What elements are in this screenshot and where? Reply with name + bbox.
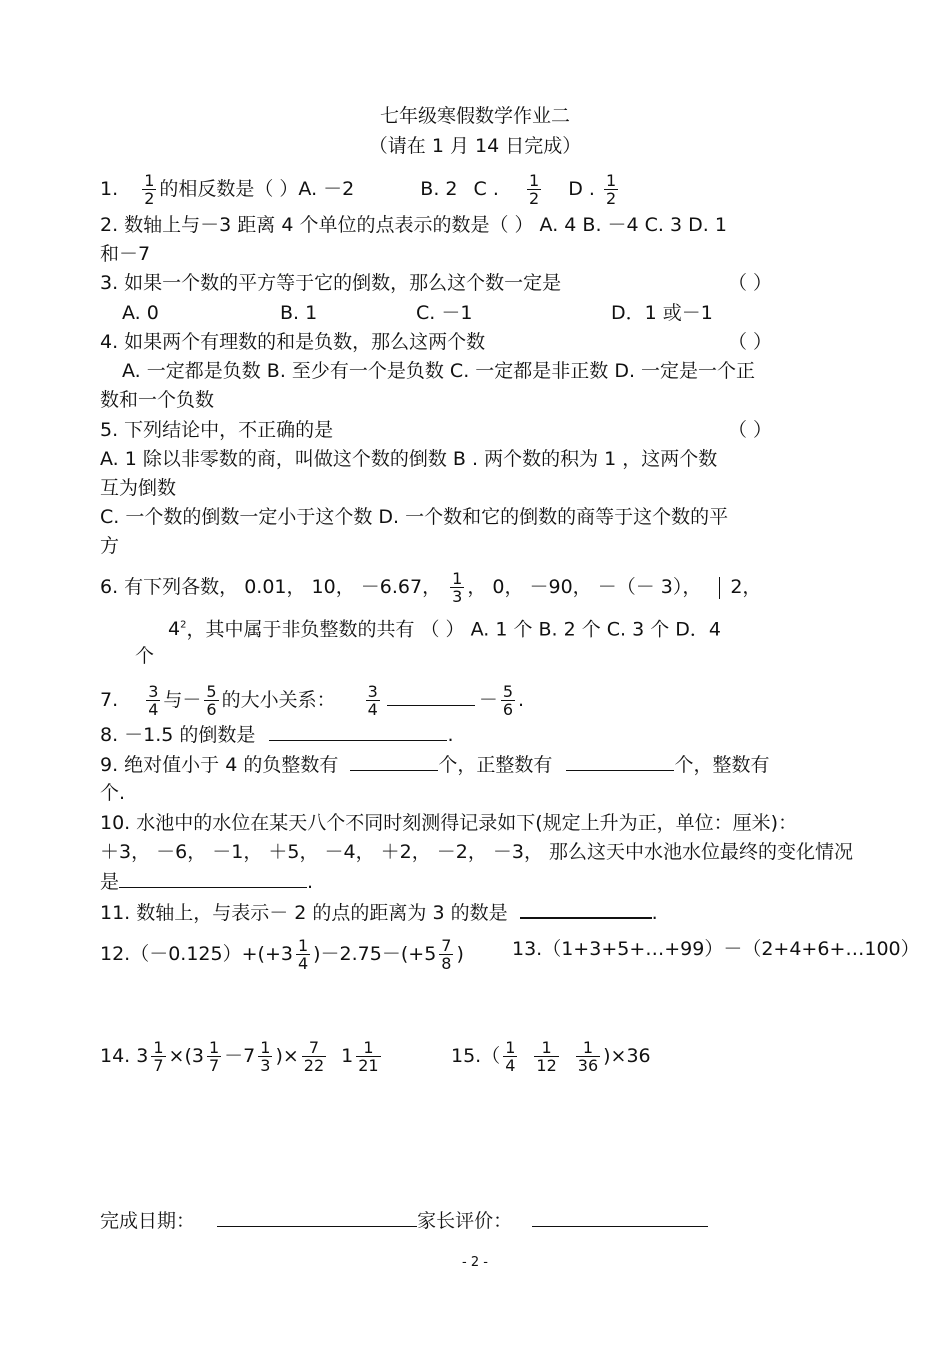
q14-part-5: 1 [341, 1045, 354, 1067]
q6-numbers: ， 0， －90， －（－ 3）， [467, 576, 702, 598]
q14-part-4: )× [275, 1045, 299, 1067]
q1-fraction: $\frac{1}{2}$ [144, 171, 155, 208]
q6-power: $4^2$ [168, 618, 187, 641]
q1-option-d-fraction: $\frac{1}{2}$ [605, 171, 617, 208]
q7-fraction-b: $\frac{5}{6}$ [206, 682, 217, 719]
q11-end: . [651, 902, 658, 924]
q7-mid: 与－ [163, 689, 202, 711]
q4-answer-paren: （ ） [728, 331, 773, 353]
q12-part-1: 12.（－0.125）+(+3 [100, 943, 293, 965]
q14-fraction-b: $\frac{1}{7}$ [208, 1038, 220, 1075]
q14-fraction-c: $\frac{1}{3}$ [260, 1038, 271, 1075]
question-10-cont [100, 869, 313, 894]
footer-line [100, 1208, 708, 1233]
q10-stem-end: 是 [100, 871, 120, 893]
question-6-cont [168, 614, 721, 641]
q1-number: 1. [100, 178, 119, 200]
q9-stem3: 个，整数有 [674, 754, 770, 776]
q3-answer-paren: （ ） [728, 272, 773, 294]
q12-part-3: ) [456, 943, 464, 965]
q11-stem: 11. 数轴上，与表示－ 2 的点的距离为 3 的数是 [100, 902, 508, 924]
q6-fraction: $\frac{1}{3}$ [452, 569, 463, 606]
q8-end: . [447, 724, 454, 746]
q14-fraction-d: $\frac{7}{22}$ [303, 1038, 325, 1075]
question-9-cont: 个. [100, 782, 126, 804]
question-9 [100, 752, 769, 777]
q6-stem: 6. 有下列各数， 0.01， 10， －6.67， [100, 576, 442, 598]
q7-answer-blank[interactable] [387, 687, 475, 706]
page-number: - 2 - [462, 1255, 488, 1270]
q15-fraction-b: $\frac{1}{12}$ [536, 1038, 557, 1075]
question-7 [100, 683, 524, 718]
completion-date-field[interactable] [217, 1208, 417, 1227]
q5-options-cd-cont: 方 [100, 535, 120, 557]
q14-fraction-e: $\frac{1}{21}$ [358, 1038, 379, 1075]
q1-stem: 的相反数是（ ）A. －2 [159, 178, 355, 200]
q15-part-1: 15.（ [451, 1045, 501, 1067]
question-11 [100, 899, 658, 925]
q7-fraction-a: $\frac{3}{4}$ [148, 682, 159, 719]
q7-minus: － [478, 689, 498, 711]
q7-end: . [518, 689, 525, 711]
q3-option-c: C. －1 [416, 302, 473, 324]
page-title: 七年级寒假数学作业二 [379, 105, 570, 127]
q10-end: . [307, 871, 314, 893]
question-6-cont2: 个 [135, 645, 155, 667]
q12-part-2: )－2.75－(+5 [313, 943, 437, 965]
q5-options-cd: C. 一个数的倒数一定小于这个数 D. 一个数和它的倒数的商等于这个数的平 [100, 506, 729, 528]
question-5: 5. 下列结论中，不正确的是 [100, 419, 334, 441]
question-3: 3. 如果一个数的平方等于它的倒数，那么这个数一定是 [100, 272, 562, 294]
q1-option-c-fraction: $\frac{1}{2}$ [528, 171, 540, 208]
q7-stem: 的大小关系： [221, 689, 336, 711]
completion-date-label: 完成日期： [100, 1210, 196, 1232]
q8-answer-blank[interactable] [269, 722, 447, 741]
question-1 [100, 172, 621, 207]
q3-option-b: B. 1 [280, 302, 318, 324]
q9-positive-blank[interactable] [566, 752, 674, 771]
q1-option-b: B. 2 [420, 178, 458, 200]
question-6 [100, 570, 761, 605]
parent-evaluation-field[interactable] [532, 1208, 708, 1227]
q9-stem: 9. 绝对值小于 4 的负整数有 [100, 754, 339, 776]
q4-options: A. 一定都是负数 B. 至少有一个是负数 C. 一定都是非正数 D. 一定是一个正 [122, 360, 756, 382]
q9-stem2: 个，正整数有 [438, 754, 553, 776]
q15-fraction-a: $\frac{1}{4}$ [505, 1038, 516, 1075]
question-8 [100, 722, 454, 747]
q7-fraction-c: $\frac{3}{4}$ [367, 682, 378, 719]
q4-options-cont: 数和一个负数 [100, 389, 215, 411]
question-2-cont: 和－7 [100, 243, 151, 265]
q15-part-2: )×36 [603, 1045, 651, 1067]
q6-comma: ， [742, 576, 762, 598]
q3-option-a: A. 0 [122, 302, 159, 324]
q15-fraction-c: $\frac{1}{36}$ [577, 1038, 599, 1075]
question-15 [451, 1039, 651, 1074]
q8-stem: 8. －1.5 的倒数是 [100, 724, 256, 746]
q3-option-d: D．1 或－1 [611, 302, 713, 324]
parent-evaluation-label: 家长评价： [417, 1210, 513, 1232]
q14-part-3: －7 [224, 1045, 256, 1067]
question-2: 2. 数轴上与－3 距离 4 个单位的点表示的数是（ ） A. 4 B. －4 C. 3 D. 1 [100, 214, 727, 236]
q5-options-ab: A. 1 除以非零数的商，叫做这个数的倒数 B . 两个数的积为 1 ，这两个数 [100, 448, 718, 470]
question-14 [100, 1039, 384, 1074]
q5-answer-paren: （ ） [728, 419, 773, 441]
q14-part-1: 14. 3 [100, 1045, 149, 1067]
question-13: 13.（1+3+5+…+99）－（2+4+6+…100） [512, 938, 920, 960]
q5-options-ab-cont: 互为倒数 [100, 477, 177, 499]
q1-option-d: D . [568, 178, 595, 200]
q12-fraction-b: $\frac{7}{8}$ [441, 936, 452, 973]
question-4: 4. 如果两个有理数的和是负数，那么这两个数 [100, 331, 486, 353]
page-subtitle: （请在 1 月 14 日完成） [368, 135, 582, 157]
q6-options: ，其中属于非负整数的共有 （ ） A. 1 个 B. 2 个 C. 3 个 D．4 [186, 618, 722, 641]
q12-fraction-a: $\frac{1}{4}$ [297, 936, 309, 973]
q6-abs-bar [719, 577, 720, 599]
q11-answer-blank[interactable] [520, 899, 652, 919]
q14-part-2: ×(3 [168, 1045, 204, 1067]
question-10: 10. 水池中的水位在某天八个不同时刻测得记录如下(规定上升为正，单位：厘米)： [100, 812, 798, 834]
question-10-data: ＋3， －6， －1， ＋5， －4， ＋2， －2， －3， 那么这天中水池水位最终的变化情况 [100, 841, 854, 863]
question-12 [100, 937, 464, 972]
q7-fraction-d: $\frac{5}{6}$ [502, 682, 514, 719]
q7-number: 7. [100, 689, 119, 711]
q14-fraction-a: $\frac{1}{7}$ [153, 1038, 164, 1075]
q10-answer-blank[interactable] [119, 869, 307, 888]
q9-negative-blank[interactable] [350, 752, 438, 771]
q1-option-c: C . [473, 178, 499, 200]
q6-abs-value: 2 [730, 576, 743, 598]
